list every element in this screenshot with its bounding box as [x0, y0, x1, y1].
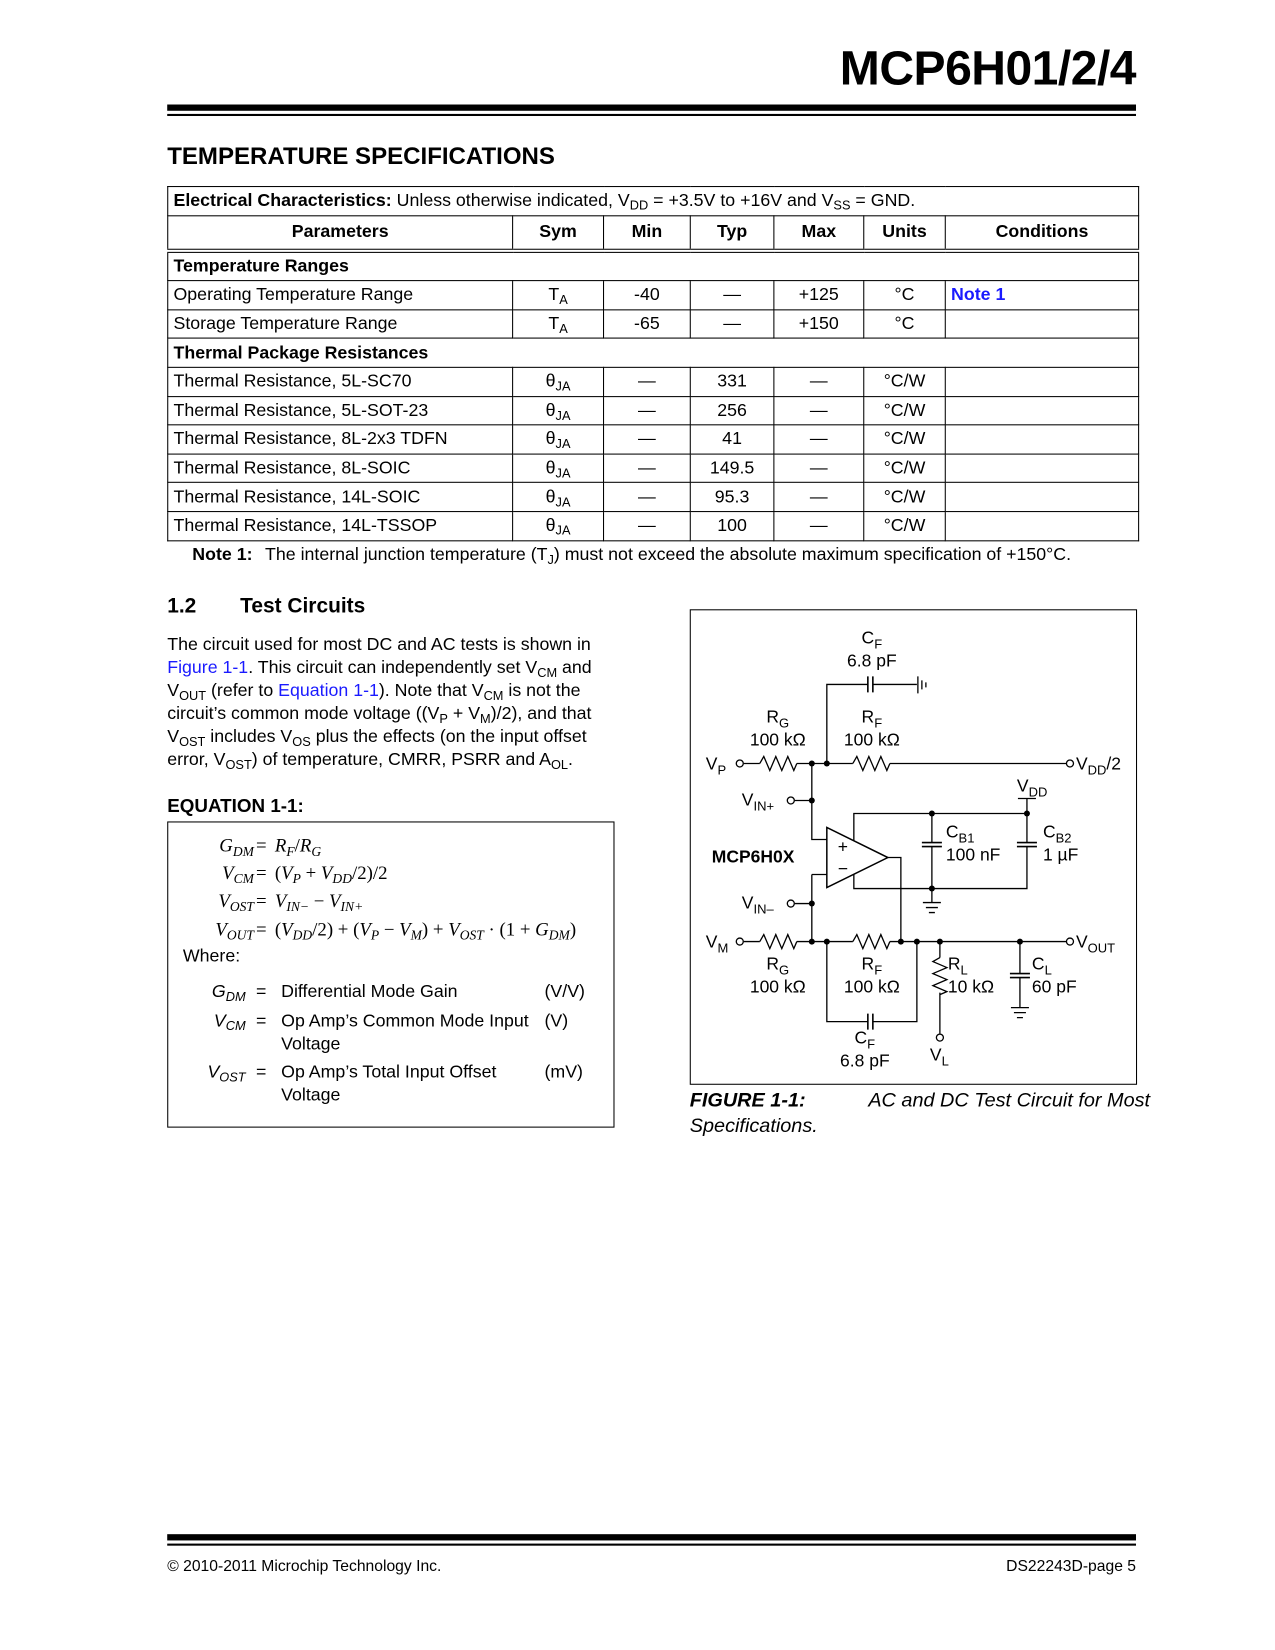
subscript: IN+: [340, 898, 364, 915]
label-vdd2: $V_{DD}/2$: [1075, 753, 1122, 778]
section-title: TEMPERATURE SPECIFICATIONS: [167, 142, 555, 170]
text-run: (: [274, 918, 282, 940]
definition-unit: (V/V): [544, 981, 585, 1002]
subscript: IN−: [286, 898, 310, 915]
text-run: θ: [545, 400, 556, 420]
text-run: = GND.: [850, 190, 916, 211]
table-cell: [513, 281, 604, 310]
table-cell: [945, 281, 1138, 310]
definition-text: Differential Mode Gain: [281, 981, 458, 1002]
table-cell: Thermal Resistance, 5L-SOT-23: [168, 396, 513, 425]
subscript: OL: [550, 757, 569, 772]
label-vm: $V_M$: [705, 931, 729, 956]
table-cell: Thermal Resistance, 14L-TSSOP: [168, 512, 513, 541]
table-cell: —: [774, 454, 864, 483]
table-cell: 95.3: [690, 483, 774, 512]
footer-rule: [167, 1534, 1136, 1540]
table-cell: 331: [690, 367, 774, 396]
subscript: JA: [555, 379, 571, 394]
table-cell: [945, 483, 1138, 512]
table-cell: °C/W: [864, 512, 946, 541]
body-paragraph: [167, 633, 616, 771]
label-cf_bot: $C_F$: [854, 1027, 876, 1052]
definition-symbol: [168, 1010, 245, 1033]
cross-reference-link[interactable]: Figure 1-1: [167, 657, 249, 678]
note-text: [265, 544, 1072, 568]
equals-sign: =: [256, 1010, 267, 1031]
inverting-input-sign: −: [837, 858, 848, 879]
figure-caption-text: AC and DC Test Circuit for Most Specifications.: [689, 1090, 1151, 1138]
table-cell: —: [774, 512, 864, 541]
text-run: +: [300, 862, 321, 884]
table-cell: °C/W: [864, 483, 946, 512]
subscript: OST: [179, 734, 206, 749]
label-rf_top: $R_F$: [861, 706, 883, 731]
value-cb2: 1 µF: [1042, 844, 1079, 865]
footer-page-number: DS22243D-page 5: [1006, 1557, 1137, 1575]
table-cell: -40: [604, 281, 691, 310]
table-cell: —: [774, 396, 864, 425]
subscript: JA: [555, 494, 571, 510]
subscript: OUT: [179, 688, 207, 703]
text-run: ): [569, 918, 577, 940]
text-run: θ: [545, 457, 556, 478]
table-cell: [513, 396, 604, 425]
cross-reference-link[interactable]: Equation 1-1: [278, 680, 379, 701]
table-row: [168, 483, 1139, 512]
label-rg_bot: $R_G$: [766, 953, 790, 978]
column-header: Units: [864, 215, 946, 250]
subscript: F: [286, 843, 295, 859]
label-vinp: $V_{IN+}$: [741, 789, 775, 814]
note-label: Note 1:: [192, 544, 253, 565]
text-run: Unless otherwise indicated, V: [391, 190, 630, 211]
definition-symbol: [168, 1061, 245, 1084]
label-cl: $C_L$: [1031, 953, 1052, 978]
table-cell: [513, 483, 604, 512]
text-run: G: [211, 981, 226, 1002]
text-run: θ: [545, 371, 556, 392]
table-cell: —: [604, 425, 691, 454]
value-rg_bot: 100 kΩ: [749, 976, 806, 997]
subscript: OST: [219, 1069, 246, 1085]
table-cell: Thermal Resistance, 8L-2x3 TDFN: [168, 425, 513, 454]
table-cell: °C: [864, 310, 946, 339]
subscript: A: [559, 292, 568, 308]
equation-line: [179, 835, 607, 860]
text-run: V: [215, 918, 227, 940]
equation-lhs: [179, 835, 254, 857]
equation-heading: EQUATION 1-1:: [167, 795, 304, 817]
subscript: J: [547, 552, 554, 568]
table-cell: [513, 425, 604, 454]
definition-unit: (mV): [544, 1061, 583, 1082]
table-cell: [945, 454, 1138, 483]
text-run: V: [448, 918, 460, 940]
column-header: Typ: [690, 215, 774, 250]
column-header: Max: [774, 215, 864, 250]
text-run: ) +: [421, 918, 449, 940]
subscript: CM: [225, 1018, 246, 1034]
text-run: V: [222, 862, 234, 884]
label-vdd: $V_{DD}$: [1016, 775, 1048, 800]
text-run: Electrical Characteristics:: [173, 190, 392, 211]
equation-rhs: [275, 835, 321, 857]
text-run: T: [548, 284, 560, 305]
table-cell: °C: [864, 281, 946, 310]
op-amp-symbol: [827, 828, 888, 888]
label-cf_top: $C_F$: [861, 627, 883, 652]
text-run: V: [359, 918, 371, 940]
equals-sign: =: [256, 981, 267, 1002]
table-cell: +150: [774, 310, 864, 339]
where-label: Where:: [182, 945, 241, 966]
value-rf_top: 100 kΩ: [843, 729, 900, 750]
text-run: ) of temperature, CMRR, PSRR and A: [251, 749, 551, 770]
text-run: θ: [545, 486, 556, 507]
equation-rhs: [274, 862, 388, 887]
header-rule-thin: [167, 114, 1136, 116]
text-run: T: [548, 313, 560, 334]
equation-lhs: [179, 919, 254, 941]
text-run: R: [274, 835, 287, 856]
text-run: · (1 +: [483, 918, 536, 940]
text-run: plus the effects (on the input offset error, V: [167, 726, 587, 770]
table-cell: [945, 367, 1138, 396]
text-run: + V: [447, 703, 481, 724]
equals-sign: =: [256, 918, 267, 940]
table-row: [168, 396, 1139, 425]
subscript: DD: [332, 870, 352, 887]
text-run: V: [320, 862, 333, 884]
label-rl: $R_L$: [947, 953, 968, 978]
table-cell: Thermal Resistance, 8L-SOIC: [168, 454, 513, 483]
text-run: /2) + (: [312, 918, 360, 940]
table-cell: 149.5: [690, 454, 774, 483]
label-vl: $V_L$: [929, 1044, 949, 1069]
section-number: 1.2: [167, 594, 197, 618]
subscript: CM: [233, 870, 254, 887]
equals-sign: =: [256, 1061, 267, 1082]
table-cell: [945, 512, 1138, 541]
value-rg_top: 100 kΩ: [749, 729, 806, 750]
table-cell: [513, 512, 604, 541]
column-header: Min: [604, 215, 691, 250]
subscript: M: [480, 711, 491, 726]
subscript: DM: [232, 843, 254, 859]
text-run: V: [329, 890, 341, 912]
table-cell: °C/W: [864, 367, 946, 396]
table-cell: Thermal Resistance, 14L-SOIC: [168, 483, 513, 512]
value-rl: 10 kΩ: [947, 976, 995, 997]
table-cell: —: [604, 396, 691, 425]
subscript: M: [410, 926, 422, 943]
equals-sign: =: [256, 890, 267, 912]
equation-rhs: [274, 890, 364, 915]
header-rule: [167, 105, 1136, 111]
column-header: Sym: [513, 215, 604, 250]
table-row: [168, 425, 1139, 454]
subscript: CM: [537, 665, 558, 681]
table-cell: [945, 310, 1138, 339]
table-cell: —: [690, 281, 774, 310]
label-rf_bot: $R_F$: [861, 953, 883, 978]
table-cell: Storage Temperature Range: [168, 310, 513, 339]
table-cell: 256: [690, 396, 774, 425]
table-cell: °C/W: [864, 396, 946, 425]
definition-text: Op Amp’s Total Input Offset Voltage: [281, 1061, 497, 1105]
table-cell: —: [604, 483, 691, 512]
text-run: (: [274, 862, 282, 884]
text-run: (refer to: [206, 680, 279, 701]
equals-sign: =: [256, 835, 267, 856]
table-cell: [945, 425, 1138, 454]
footer-rule-thin: [167, 1544, 1136, 1546]
text-run: . This circuit can independently set V: [248, 657, 538, 678]
subscript: CM: [483, 688, 504, 703]
chip-label: MCP6H0X: [711, 846, 795, 867]
table-cell: —: [604, 454, 691, 483]
value-cf_bot: 6.8 pF: [840, 1050, 890, 1071]
subscript: JA: [555, 408, 571, 423]
section-heading-text: Test Circuits: [240, 594, 366, 618]
equation-line: [179, 919, 607, 944]
text-run: V: [213, 1010, 226, 1031]
text-run: ) must not exceed the absolute maximum specification of +150°C.: [553, 544, 1072, 565]
definition-symbol: [168, 980, 245, 1003]
section-heading: [167, 595, 365, 619]
label-rg_top: $R_G$: [766, 706, 790, 731]
equation-box: [167, 821, 614, 1127]
value-cf_top: 6.8 pF: [847, 650, 897, 671]
value-cl: 60 pF: [1031, 976, 1077, 997]
figure-caption: [690, 1089, 1275, 1139]
table-cell: [513, 454, 604, 483]
table-cell: —: [604, 367, 691, 396]
text-run: ). Note that V: [378, 680, 484, 701]
table-group-row: [168, 338, 1139, 367]
subscript: SS: [833, 198, 851, 214]
text-run: θ: [545, 428, 556, 449]
table-row: [168, 310, 1139, 339]
text-run: V: [218, 890, 230, 912]
equation-line: [179, 890, 607, 915]
text-run: V: [274, 890, 287, 912]
table-row: [168, 512, 1139, 541]
subscript: OS: [292, 734, 311, 749]
equation-lhs: [179, 862, 254, 887]
label-cb2: $C_{B2}$: [1042, 821, 1072, 846]
text-run: R: [299, 835, 312, 856]
subscript: OST: [229, 898, 254, 915]
text-run: −: [379, 918, 400, 940]
text-run: )/2), and that V: [167, 703, 592, 747]
label-cb1: $C_{B1}$: [945, 821, 975, 846]
table-cell: [513, 310, 604, 339]
subscript: DM: [225, 989, 246, 1004]
column-header: Parameters: [168, 215, 513, 250]
subscript: P: [292, 870, 301, 887]
text-run: V: [207, 1061, 220, 1082]
text-run: −: [309, 890, 330, 912]
table-cell: —: [774, 425, 864, 454]
subscript: DD: [629, 198, 649, 214]
label-vp: $V_P$: [705, 753, 727, 778]
table-cell: 100: [690, 512, 774, 541]
subscript: DD: [292, 926, 313, 943]
table-note: [192, 544, 1072, 568]
subscript: A: [559, 321, 568, 337]
document-title: MCP6H01/2/4: [839, 40, 1137, 96]
table-cell: —: [604, 512, 691, 541]
table-row: [168, 281, 1139, 310]
equals-sign: =: [256, 862, 267, 884]
column-header: Conditions: [945, 215, 1138, 250]
table-row: [168, 367, 1139, 396]
text-run: V: [399, 918, 411, 940]
table-cell: [945, 396, 1138, 425]
table-header-row: [168, 215, 1139, 250]
temperature-spec-table: [167, 186, 1139, 541]
table-caption: [168, 187, 1139, 216]
subscript: OST: [459, 926, 484, 943]
subscript: JA: [555, 436, 571, 452]
equation-lhs: [179, 890, 254, 915]
equation-rhs: [275, 919, 576, 941]
subscript: OST: [225, 757, 252, 772]
value-rf_bot: 100 kΩ: [843, 976, 900, 997]
equation-line: [179, 862, 607, 887]
footer-copyright: © 2010-2011 Microchip Technology Inc.: [167, 1557, 442, 1575]
test-circuit-diagram: [690, 609, 1136, 1083]
subscript: DM: [548, 926, 570, 943]
subscript: P: [370, 926, 380, 943]
definition-unit: (V): [544, 1010, 569, 1031]
group-label: Thermal Package Resistances: [168, 338, 1139, 367]
label-vinm: $V_{IN-}$: [741, 892, 774, 917]
group-label: Temperature Ranges: [168, 250, 1139, 280]
text-run: is not the circuit’s common mode voltage ((V: [167, 680, 581, 724]
text-run: The internal junction temperature (T: [265, 544, 548, 565]
table-cell: [513, 367, 604, 396]
table-group-row: [168, 250, 1139, 280]
subscript: G: [311, 843, 322, 859]
text-run: = +3.5V to +16V and V: [648, 190, 834, 211]
text-run: G: [535, 918, 549, 940]
text-run: V: [281, 918, 293, 940]
text-run: G: [219, 835, 233, 856]
value-cb1: 100 nF: [945, 844, 1001, 865]
table-cell: °C/W: [864, 425, 946, 454]
definition-text: Op Amp’s Common Mode Input Voltage: [281, 1010, 529, 1054]
table-cell: Operating Temperature Range: [168, 281, 513, 310]
table-cell: +125: [774, 281, 864, 310]
figure-caption-label: FIGURE 1-1:: [689, 1090, 806, 1112]
text-run: The circuit used for most DC and AC tests is shown in: [167, 634, 591, 655]
table-row: [168, 454, 1139, 483]
subscript: P: [439, 711, 448, 726]
subscript: OUT: [226, 926, 254, 943]
subscript: JA: [555, 465, 571, 481]
note-link[interactable]: Note 1: [951, 284, 1006, 305]
text-run: .: [568, 749, 573, 770]
text-run: /: [294, 835, 300, 856]
table-cell: Thermal Resistance, 5L-SC70: [168, 367, 513, 396]
table-cell: °C/W: [864, 454, 946, 483]
table-cell: -65: [604, 310, 691, 339]
text-run: θ: [545, 515, 556, 536]
table-cell: —: [774, 367, 864, 396]
terminals: [736, 760, 1073, 1041]
text-run: /2)/2: [351, 862, 388, 884]
subscript: JA: [555, 523, 571, 539]
table-cell: 41: [690, 425, 774, 454]
label-vout: $V_{OUT}$: [1075, 931, 1116, 956]
text-run: includes V: [205, 726, 293, 747]
noninverting-input-sign: +: [837, 836, 848, 857]
table-cell: —: [690, 310, 774, 339]
text-run: and V: [167, 657, 592, 701]
text-run: V: [281, 862, 293, 884]
table-cell: —: [774, 483, 864, 512]
